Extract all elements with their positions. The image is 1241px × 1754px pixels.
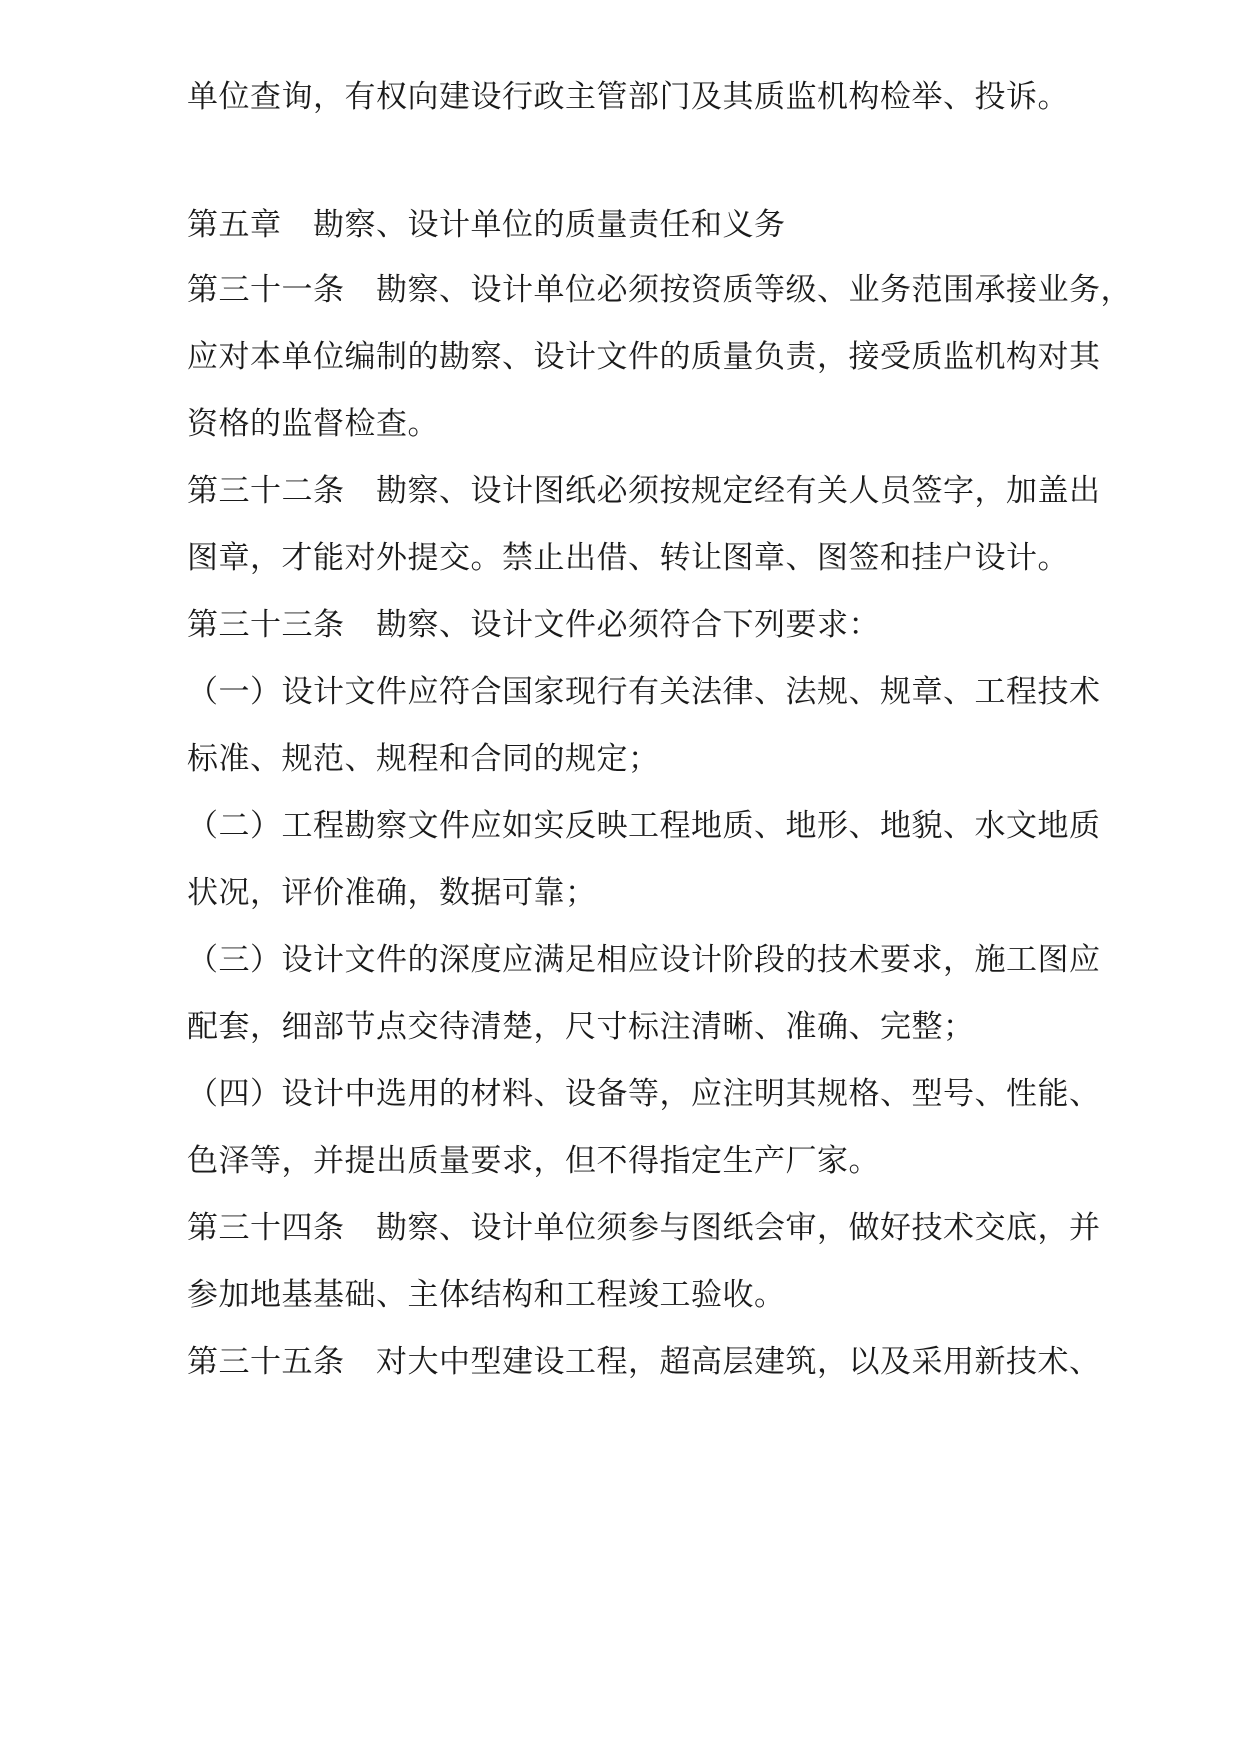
item-3-line-1: （三）设计文件的深度应满足相应设计阶段的技术要求，施工图应: [187, 942, 1101, 978]
item-4-line-2: 色泽等，并提出质量要求，但不得指定生产厂家。: [187, 1143, 880, 1179]
article-34-line-2: 参加地基基础、主体结构和工程竣工验收。: [187, 1277, 786, 1313]
article-31-line-2: 应对本单位编制的勘察、设计文件的质量负责，接受质监机构对其: [187, 339, 1101, 375]
article-31-line-3: 资格的监督检查。: [187, 406, 439, 442]
article-33-line-1: 第三十三条 勘察、设计文件必须符合下列要求：: [187, 607, 880, 643]
article-35-line-1: 第三十五条 对大中型建设工程，超高层建筑，以及采用新技术、: [187, 1344, 1101, 1380]
text-line: 单位查询，有权向建设行政主管部门及其质监机构检举、投诉。: [187, 79, 1069, 115]
article-32-line-2: 图章，才能对外提交。禁止出借、转让图章、图签和挂户设计。: [187, 540, 1069, 576]
article-32-line-1: 第三十二条 勘察、设计图纸必须按规定经有关人员签字，加盖出: [187, 473, 1101, 509]
article-34-line-1: 第三十四条 勘察、设计单位须参与图纸会审，做好技术交底，并: [187, 1210, 1101, 1246]
item-1-line-1: （一）设计文件应符合国家现行有关法律、法规、规章、工程技术: [187, 674, 1101, 710]
chapter-heading: 第五章 勘察、设计单位的质量责任和义务: [187, 207, 786, 243]
item-4-line-1: （四）设计中选用的材料、设备等，应注明其规格、型号、性能、: [187, 1076, 1101, 1112]
item-2-line-2: 状况，评价准确，数据可靠；: [187, 875, 597, 911]
item-1-line-2: 标准、规范、规程和合同的规定；: [187, 741, 660, 777]
item-3-line-2: 配套，细部节点交待清楚，尺寸标注清晰、准确、完整；: [187, 1009, 975, 1045]
item-2-line-1: （二）工程勘察文件应如实反映工程地质、地形、地貌、水文地质: [187, 808, 1101, 844]
article-31-line-1: 第三十一条 勘察、设计单位必须按资质等级、业务范围承接业务，: [187, 272, 1132, 308]
